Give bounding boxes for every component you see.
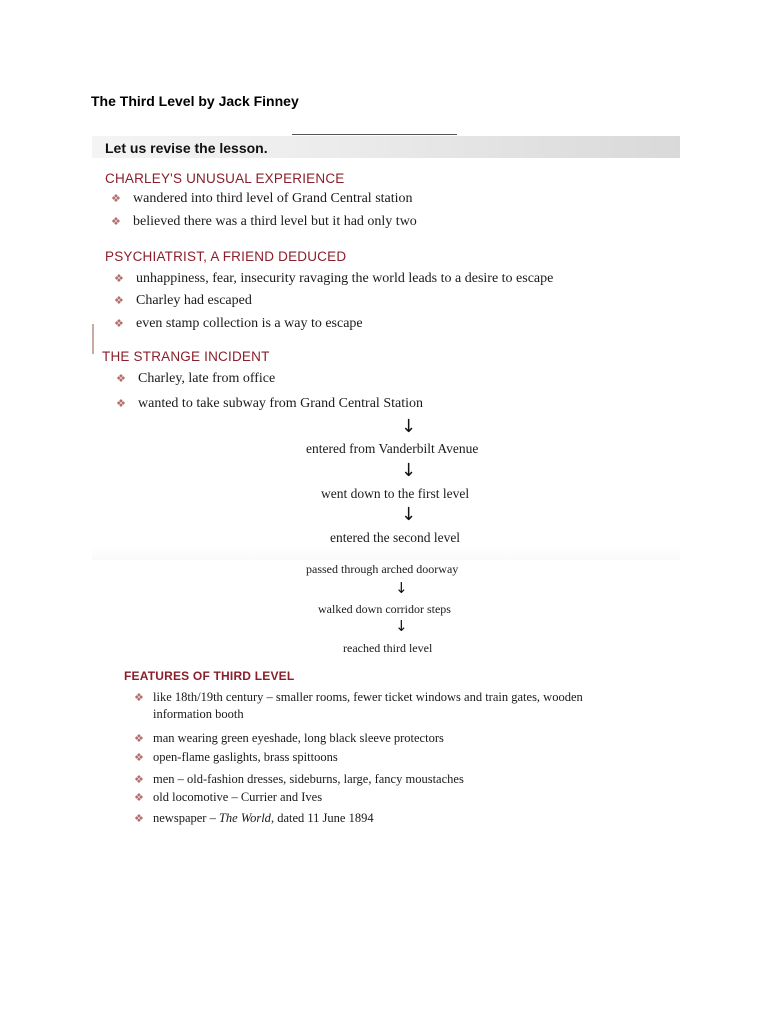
section-heading-features: FEATURES OF THIRD LEVEL	[124, 669, 295, 683]
list-item: ❖ unhappiness, fear, insecurity ravaging the world leads to a desire to escape	[114, 271, 554, 286]
flow-step: entered the second level	[330, 530, 461, 545]
bullet-icon: ❖	[134, 692, 144, 704]
section-heading-psychiatrist: PSYCHIATRIST, A FRIEND DEDUCED	[105, 249, 347, 264]
margin-mark	[92, 324, 94, 354]
bullet-icon: ❖	[116, 398, 126, 410]
revise-heading: Let us revise the lesson.	[105, 140, 268, 156]
bullet-icon: ❖	[111, 216, 121, 228]
list-item: ❖ open-flame gaslights, brass spittoons	[134, 750, 338, 764]
list-item: ❖ Charley had escaped	[114, 293, 252, 308]
down-arrow-icon: ↓	[395, 579, 408, 597]
list-item: ❖ old locomotive – Currier and Ives	[134, 790, 323, 804]
down-arrow-icon: ↓	[395, 617, 408, 635]
bullet-icon: ❖	[116, 373, 126, 385]
list-item: ❖ men – old-fashion dresses, sideburns, large, fancy moustaches	[134, 772, 464, 786]
revise-banner	[92, 136, 680, 158]
flow-step: went down to the first level	[321, 486, 470, 501]
newspaper-title: The World	[218, 811, 271, 825]
flow-step: walked down corridor steps	[318, 602, 451, 616]
bullet-icon: ❖	[114, 318, 124, 330]
flow-step: passed through arched doorway	[306, 562, 459, 576]
bullet-icon: ❖	[134, 813, 144, 825]
bullet-icon: ❖	[114, 273, 124, 285]
down-arrow-icon: ↓	[401, 460, 417, 481]
down-arrow-icon: ↓	[401, 416, 417, 437]
top-rule	[292, 134, 457, 135]
list-item: ❖ wandered into third level of Grand Central station	[111, 191, 413, 206]
bullet-icon: ❖	[134, 752, 144, 764]
scanned-page	[92, 134, 680, 846]
bullet-icon: ❖	[134, 733, 144, 745]
list-item: ❖ Charley, late from office	[116, 371, 276, 386]
bullet-icon: ❖	[134, 792, 144, 804]
list-item-continuation: information booth	[153, 707, 244, 721]
section-heading-charley: CHARLEY'S UNUSUAL EXPERIENCE	[105, 171, 345, 186]
bullet-icon: ❖	[111, 193, 121, 205]
bullet-icon: ❖	[134, 774, 144, 786]
list-item: ❖ even stamp collection is a way to escape	[114, 316, 363, 331]
list-item: ❖ newspaper – The World, dated 11 June 1894	[134, 811, 374, 825]
document-title: The Third Level by Jack Finney	[91, 93, 299, 109]
flow-step: reached third level	[343, 641, 433, 655]
list-item: ❖ like 18th/19th century – smaller rooms, fewer ticket windows and train gates, wooden	[134, 690, 583, 704]
down-arrow-icon: ↓	[401, 504, 417, 525]
list-item: ❖ wanted to take subway from Grand Central Station	[116, 396, 423, 411]
bullet-icon: ❖	[114, 295, 124, 307]
section-heading-incident: THE STRANGE INCIDENT	[102, 349, 270, 364]
scan-seam	[92, 546, 680, 560]
list-item: ❖ believed there was a third level but it had only two	[111, 214, 417, 229]
list-item: ❖ man wearing green eyeshade, long black sleeve protectors	[134, 731, 444, 745]
flow-step: entered from Vanderbilt Avenue	[306, 441, 479, 456]
